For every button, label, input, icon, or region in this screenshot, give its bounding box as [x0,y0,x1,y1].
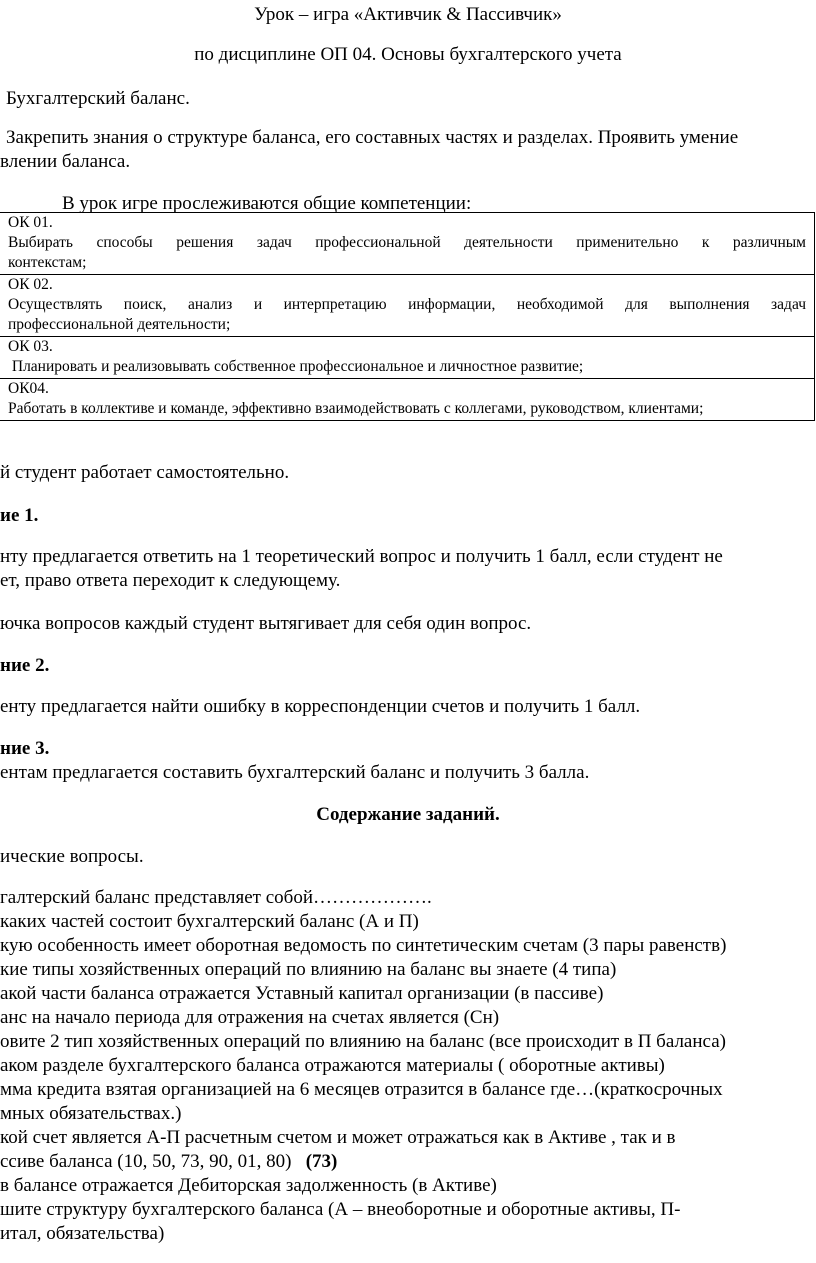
goal-line-1: Закрепить знания о структуре баланса, его составных частях и разделах. Проявить умение [6,127,739,148]
question-4: кие типы хозяйственных операций по влиянию на баланс вы знаете (4 типа) [0,959,617,980]
question-5: акой части баланса отражается Уставный капитал организации (в пассиве) [0,983,604,1004]
task2-title: ние 2. [0,655,50,676]
task1-line-1: нту предлагается ответить на 1 теоретический вопрос и получить 1 балл, если студент не [0,546,723,567]
question-3: кую особенность имеет оборотная ведомость по синтетическим счетам (3 пары равенств) [0,935,727,956]
competency-row [0,379,815,421]
page-title: Урок – игра «Активчик & Пассивчик» [254,4,562,25]
question-12: шите структуру бухгалтерского баланса (А – внеоборотные и оборотные активы, П- [0,1199,681,1220]
competency-text-cont: контекстам; [8,254,87,271]
competency-code: ОК 02. [8,276,53,293]
content-title: Содержание заданий. [316,804,500,825]
competency-cell [0,275,815,337]
goal-line-2: влении баланса. [0,151,131,172]
competency-text: Осуществлять поиск, анализ и интерпретацию информации, необходимой для выполнения задач [8,296,806,313]
task1-line-3: ючка вопросов каждый студент вытягивает для себя один вопрос. [0,613,532,634]
question-10-options: ссиве баланса (10, 50, 73, 90, 01, 80) [0,1151,292,1172]
competencies-table [0,212,815,421]
question-8: аком разделе бухгалтерского баланса отражаются материалы ( оборотные активы) [0,1055,665,1076]
competency-text: Выбирать способы решения задач профессиональной деятельности применительно к различным [8,234,806,251]
competency-cell [0,379,815,421]
competency-text: Работать в коллективе и команде, эффективно взаимодействовать с коллегами, руководством, клиентами; [8,400,704,417]
question-10: кой счет является А-П расчетным счетом и может отражаться как в Активе , так и в [0,1127,676,1148]
question-7: овите 2 тип хозяйственных операций по влиянию на баланс (все происходит в П баланса) [0,1031,726,1052]
competency-cell [0,213,815,275]
question-12-cont: итал, обязательства) [0,1223,165,1244]
question-2: каких частей состоит бухгалтерский баланс (А и П) [0,911,419,932]
task3-title: ние 3. [0,738,50,759]
question-10-answer: (73) [305,1151,338,1172]
competency-row [0,337,815,379]
competency-text-cont: профессиональной деятельности; [8,316,231,333]
competency-code: ОК 03. [8,338,53,355]
competency-row [0,213,815,275]
competency-code: ОК04. [8,380,49,397]
theory-title: ические вопросы. [0,846,144,867]
question-6: анс на начало периода для отражения на счетах является (Сн) [0,1007,500,1028]
topic-line: Бухгалтерский баланс. [6,88,190,109]
discipline-line: по дисциплине ОП 04. Основы бухгалтерского учета [194,44,622,65]
competency-row [0,275,815,337]
competency-cell [0,337,815,379]
question-1: галтерский баланс представляет собой………………. [0,887,432,908]
question-9-cont: мных обязательствах.) [0,1103,182,1124]
question-11: в балансе отражается Дебиторская задолженность (в Активе) [0,1175,497,1196]
question-9: мма кредита взятая организацией на 6 месяцев отразится в балансе где…(краткосрочных [0,1079,723,1100]
task1-line-2: ет, право ответа переходит к следующему. [0,570,341,591]
task3-line-1: ентам предлагается составить бухгалтерский баланс и получить 3 балла. [0,762,590,783]
competency-code: ОК 01. [8,214,53,231]
question-10-cont [0,1151,337,1173]
competency-text: Планировать и реализовывать собственное профессиональное и личностное развитие; [8,358,584,375]
task2-line-1: енту предлагается найти ошибку в корреспонденции счетов и получить 1 балл. [0,696,641,717]
task1-title: ие 1. [0,505,39,526]
student-works-line: й студент работает самостоятельно. [0,462,290,483]
competencies-intro: В урок игре прослеживаются общие компетенции: [62,193,472,214]
